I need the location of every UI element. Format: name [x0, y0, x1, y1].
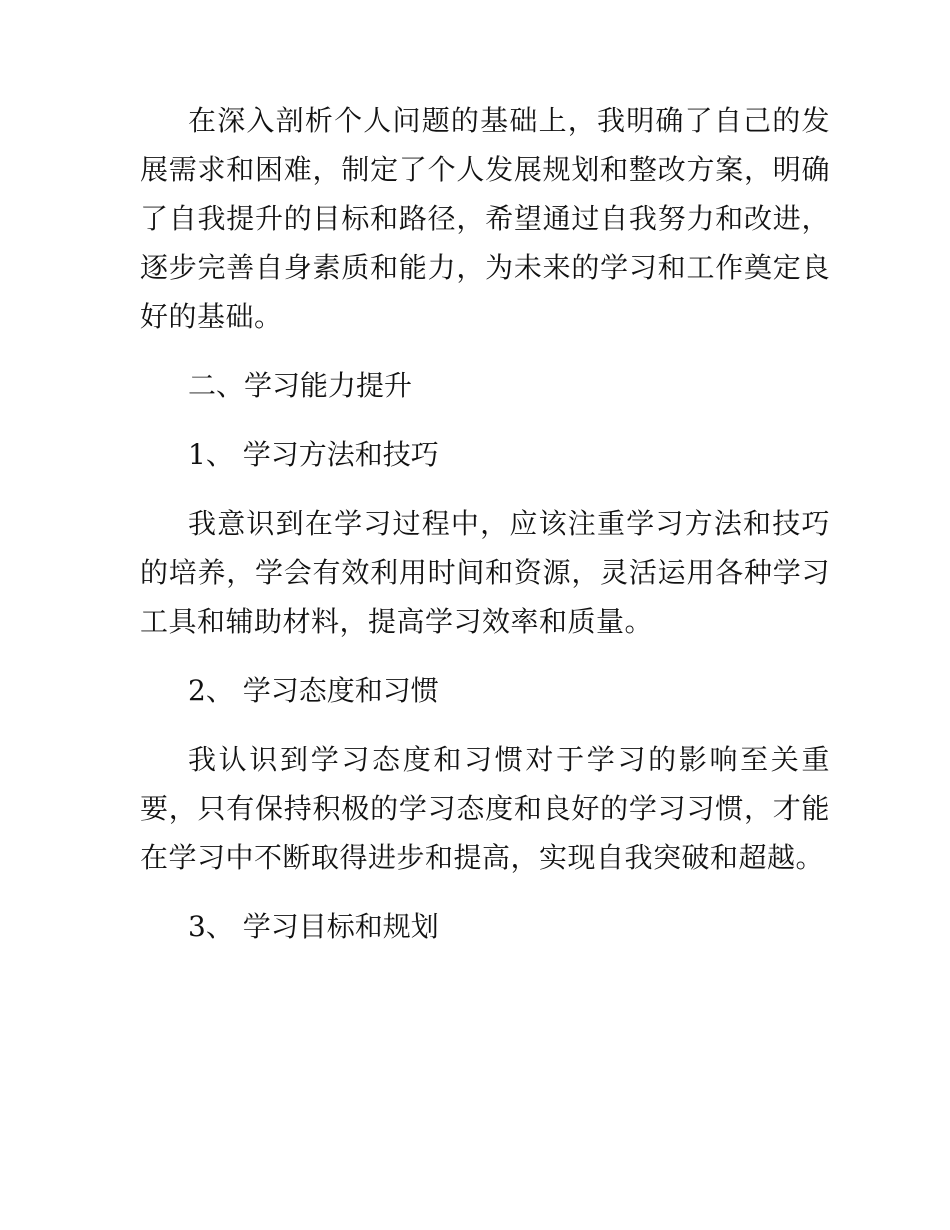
paragraph-item-2: 我认识到学习态度和习惯对于学习的影响至关重要，只有保持积极的学习态度和良好的学习习惯，才能在学习中不断取得进步和提高，实现自我突破和超越。 [140, 743, 830, 874]
spacer [140, 646, 830, 666]
spacer [140, 715, 830, 735]
paragraph-item-1: 我意识到在学习过程中，应该注重学习方法和技巧的培养，学会有效利用时间和资源，灵活运用各种学习工具和辅助材料，提高学习效率和质量。 [140, 507, 830, 638]
section-heading-2: 二、学习能力提升 [188, 369, 413, 402]
spacer [140, 341, 830, 361]
spacer [140, 410, 830, 430]
item-heading-2: 2、 学习态度和习惯 [188, 674, 439, 707]
document-body [140, 96, 830, 951]
item-heading-3: 3、 学习目标和规划 [188, 910, 439, 943]
spacer [140, 882, 830, 902]
spacer [140, 479, 830, 499]
item-heading-1: 1、 学习方法和技巧 [188, 438, 439, 471]
paragraph-intro: 在深入剖析个人问题的基础上，我明确了自己的发展需求和困难，制定了个人发展规划和整改方案，明确了自我提升的目标和路径，希望通过自我努力和改进，逐步完善自身素质和能力，为未来的学习和工作奠定良好的基础。 [140, 104, 830, 333]
